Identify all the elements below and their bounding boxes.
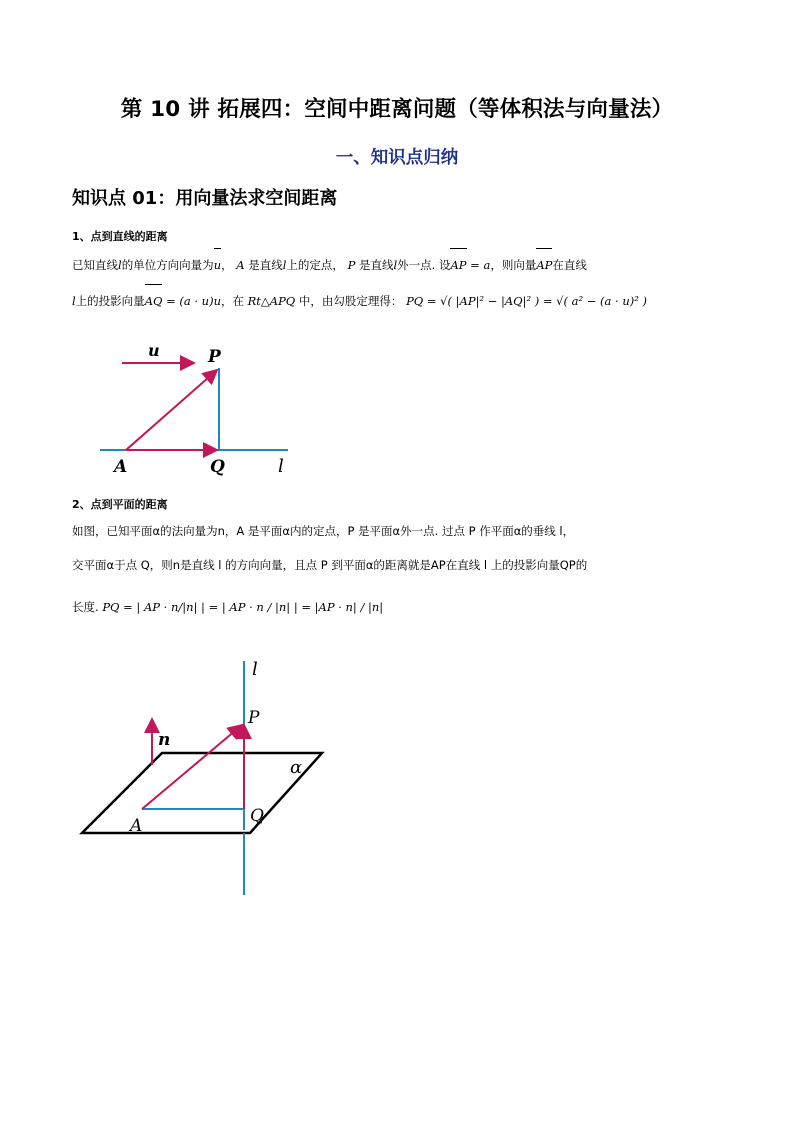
label-q: Q <box>250 806 264 826</box>
plane-alpha <box>82 753 322 833</box>
section-heading: 一、知识点归纳 <box>335 148 459 168</box>
label-q: Q <box>210 457 225 477</box>
label-alpha: α <box>290 757 303 778</box>
subheading-point-to-plane: 2、点到平面的距离 <box>72 498 168 511</box>
label-p: P <box>208 347 221 367</box>
paragraph-point-to-plane-2: 交平面α于点 Q，则n是直线 l 的方向向量，且点 P 到平面α的距离就是AP在直线 l 上的投影向量QP的 <box>72 558 588 572</box>
label-u: u <box>148 341 160 360</box>
knowledge-point-heading: 知识点 01：用向量法求空间距离 <box>72 188 338 209</box>
label-l: l <box>278 456 284 477</box>
vector-ap <box>142 725 242 809</box>
label-a: A <box>130 816 143 836</box>
label-a: A <box>114 457 128 477</box>
label-n: n <box>158 730 171 750</box>
diagram-point-to-plane <box>76 655 336 900</box>
paragraph-point-to-line-1: 已知直线l的单位方向向量为u， A 是直线l上的定点， P 是直线l外一点. 设AP = a，则向量AP在直线 <box>72 248 732 280</box>
pq-formula-line: PQ = √( |AP|² − |AQ|² ) = √( a² − (a · u)² ) <box>406 294 648 308</box>
label-l: l <box>252 659 258 680</box>
paragraph-point-to-plane-1: 如图，已知平面α的法向量为n，A 是平面α内的定点，P 是平面α外一点. 过点 P 作平面α的垂线 l， <box>72 524 575 538</box>
subheading-point-to-line: 1、点到直线的距离 <box>72 230 168 243</box>
label-p: P <box>248 708 260 728</box>
diagram-point-to-line <box>100 330 300 480</box>
plane-distance-formula: PQ = | AP · n/|n| | = | AP · n / |n| | = |AP · n| / |n| <box>102 600 384 614</box>
paragraph-point-to-line-2: l上的投影向量AQ = (a · u)u，在 Rt△APQ 中，由勾股定理得： PQ = √( |AP|² − |AQ|² ) = √( a² − (a · u)² ) <box>72 284 732 316</box>
lecture-title: 第 10 讲 拓展四：空间中距离问题（等体积法与向量法） <box>120 97 674 122</box>
paragraph-point-to-plane-3: 长度. PQ = | AP · n/|n| | = | AP · n / |n| | = |AP · n| / |n| <box>72 600 384 614</box>
vector-ap <box>126 370 217 450</box>
